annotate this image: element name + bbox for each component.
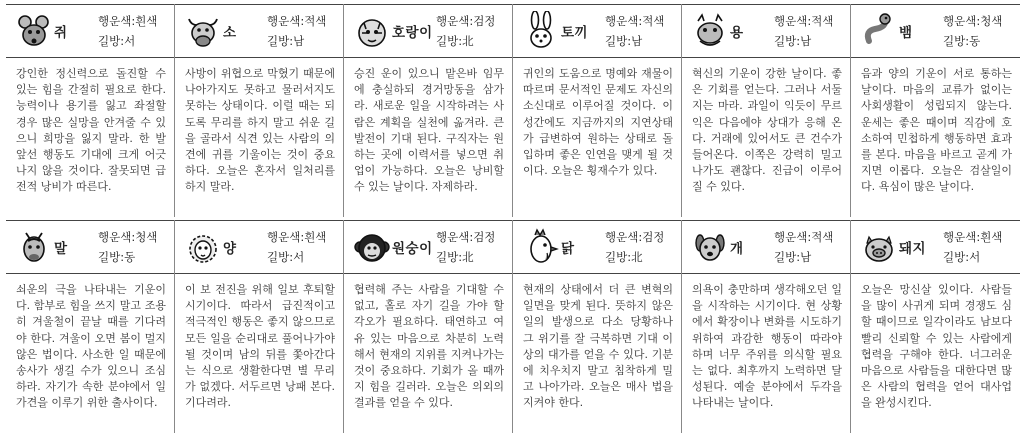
fortune-text: 협력해 주는 사람을 기대할 수 없고, 홀로 자기 길을 가야 할 각오가 필요하다. 태연하고 여유 있는 마음으로 차분히 노력해서 현재의 지위를 지켜나가는 것이 중요하다. 기회가 올 때까지 힘을 길러라. 오늘은 의외의 결과를 얻을 수 있다. <box>354 283 504 410</box>
luck-color-value: 검정 <box>642 230 665 244</box>
luck-meta <box>774 11 833 51</box>
lucky-direction-label: 길방: <box>267 34 294 48</box>
ox-icon <box>185 11 221 51</box>
fortune-text: 현재의 상태에서 더 큰 변혁의 일면을 맞게 된다. 뜻하지 않은 일의 발생으로 다소 당황하나 그 위기를 잘 극복하면 기대 이상의 대가를 얻을 수 있다. 기분에 치우치지 말고 침착하게 밀고 나아가라. 오늘은 매사 법을 지켜야 한다. <box>523 283 673 410</box>
animal-name: 쥐 <box>54 25 68 41</box>
lucky-direction-value: 남 <box>800 250 812 264</box>
pig-icon <box>861 227 897 267</box>
cell-header <box>513 4 681 58</box>
luck-meta <box>436 11 495 51</box>
dragon-icon <box>692 11 728 51</box>
fortune-cell-sheep <box>175 220 344 433</box>
animal-name: 닭 <box>561 241 575 257</box>
luck-color-label: 행운색: <box>98 230 136 244</box>
luck-color-label: 행운색: <box>774 14 812 28</box>
lucky-direction-value: 北 <box>631 250 643 264</box>
lucky-direction-label: 길방: <box>774 250 801 264</box>
luck-color-value: 청색 <box>135 230 158 244</box>
lucky-direction-label: 길방: <box>943 34 970 48</box>
rooster-icon <box>523 227 559 267</box>
lucky-direction-label: 길방: <box>267 250 294 264</box>
luck-color-label: 행운색: <box>98 14 136 28</box>
luck-meta <box>943 11 1002 51</box>
cell-header <box>6 220 174 274</box>
fortune-cell-monkey <box>344 220 513 433</box>
animal-name: 뱀 <box>899 25 913 41</box>
lucky-direction-label: 길방: <box>943 250 970 264</box>
luck-meta <box>267 11 326 51</box>
lucky-direction-value: 동 <box>969 34 981 48</box>
fortune-cell-horse <box>6 220 175 433</box>
fortune-cell-snake <box>851 4 1020 217</box>
lucky-direction-value: 서 <box>293 250 305 264</box>
fortune-text: 혁신의 기운이 강한 날이다. 좋은 기회를 얻는다. 그러나 서둘지는 마라. 과일이 익듯이 무르익은 다음에야 상대가 응해 온다. 거래에 있어서도 큰 건수가 들어온다. 이쪽은 강력히 밀고 나가도 괜찮다. 진급이 이루어질 수 있다. <box>692 67 842 194</box>
fortune-row <box>6 220 1020 433</box>
fortune-cell-dragon <box>682 4 851 217</box>
luck-meta <box>943 227 1002 267</box>
luck-meta <box>436 227 495 267</box>
luck-meta <box>267 227 326 267</box>
cell-header <box>682 4 850 58</box>
cell-header <box>851 4 1020 58</box>
sheep-icon <box>185 227 221 267</box>
luck-color-value: 흰색 <box>980 230 1003 244</box>
lucky-direction-label: 길방: <box>98 34 125 48</box>
cell-header <box>175 220 343 274</box>
fortune-text: 이 보 전진을 위해 일보 후퇴할 시기이다. 따라서 급진적이고 적극적인 행동은 좋지 않으므로 모든 일을 순리대로 풀어나가야 될 것이며 남의 뒤를 쫓아간다는 식으로 생활한다면 별 무리가 없겠다. 서두르면 낭패 본다. 기다려라. <box>185 283 335 410</box>
cell-header <box>513 220 681 274</box>
cell-header <box>6 4 174 58</box>
fortune-text: 강인한 정신력으로 돌진할 수 있는 힘을 간절히 필요로 한다. 능력이나 용기를 잃고 좌절할 경우 많은 실망을 안겨줄 수 있으니 희망을 잃지 말라. 한 발 앞선 행동도 기대에 크게 어긋나지 않을 것이다. 잘못되면 급 전적 낭비가 따른다. <box>16 67 166 194</box>
lucky-direction-label: 길방: <box>98 250 125 264</box>
lucky-direction-label: 길방: <box>436 34 463 48</box>
cell-header <box>682 220 850 274</box>
horse-icon <box>16 227 52 267</box>
fortune-text: 귀인의 도움으로 명예와 재물이 따르며 문서적인 문제도 자신의 소신대로 이루어질 것이다. 이성간에도 지금까지의 지연상태가 급변하여 원하는 상태로 돌입하며 좋은 인연을 맺게 될 것이다. 오늘은 횡재수가 있다. <box>523 67 673 178</box>
animal-name: 개 <box>730 241 744 257</box>
luck-color-label: 행운색: <box>267 14 305 28</box>
tiger-icon <box>354 11 390 51</box>
animal-name: 양 <box>223 241 237 257</box>
animal-name: 말 <box>54 241 68 257</box>
cell-header <box>344 4 512 58</box>
monkey-icon <box>354 227 390 267</box>
cell-header <box>175 4 343 58</box>
animal-name: 용 <box>730 25 744 41</box>
fortune-cell-tiger <box>344 4 513 217</box>
luck-meta <box>98 11 157 51</box>
lucky-direction-label: 길방: <box>605 250 632 264</box>
luck-meta <box>98 227 157 267</box>
animal-name: 소 <box>223 25 237 41</box>
fortune-cell-rat <box>6 4 175 217</box>
fortune-cell-ox <box>175 4 344 217</box>
lucky-direction-value: 서 <box>969 250 981 264</box>
fortune-grid <box>6 4 1020 434</box>
animal-name: 돼지 <box>899 241 927 257</box>
lucky-direction-label: 길방: <box>774 34 801 48</box>
luck-color-label: 행운색: <box>605 14 643 28</box>
dog-icon <box>692 227 728 267</box>
rat-icon <box>16 11 52 51</box>
animal-name: 호랑이 <box>392 25 433 41</box>
luck-color-label: 행운색: <box>943 14 981 28</box>
animal-name: 원숭이 <box>392 241 433 257</box>
fortune-row <box>6 4 1020 217</box>
luck-color-label: 행운색: <box>774 230 812 244</box>
lucky-direction-value: 남 <box>800 34 812 48</box>
cell-header <box>344 220 512 274</box>
fortune-text: 승진 운이 있으니 맡은바 임무에 충실하되 경거망동을 삼가라. 새로운 일을 시작하려는 사람은 계획을 실천에 옮겨라. 큰 발전이 기대 된다. 구직자는 원하는 곳에 이력서를 넣으면 취업이 가능하다. 오늘은 낭비할 수 있는 날이다. 자제하라. <box>354 67 504 194</box>
fortune-text: 오늘은 망신살 있이다. 사람들을 많이 사귀게 되며 경쟁도 심할 때이므로 일각이라도 남보다 빨리 신뢰할 수 있는 사람에게 협력을 구해야 한다. 너그러운 마음으로 사람들을 대한다면 많은 사람의 협력을 얻어 대사업을 완성시킨다. <box>861 283 1012 410</box>
luck-color-label: 행운색: <box>436 14 474 28</box>
fortune-text: 쇠운의 극을 나타내는 기운이다. 함부로 힘을 쓰지 말고 조용히 겨울철이 끝날 때를 기다려야 한다. 겨울이 오면 봄이 멀지 않은 법이다. 사소한 일 때문에 송사가 생길 수가 있으니 조심하라. 자기가 속한 분야에서 일가견을 이루기 위한 출사이다. <box>16 283 166 410</box>
fortune-cell-rooster <box>513 220 682 433</box>
luck-color-value: 검정 <box>473 14 496 28</box>
lucky-direction-value: 北 <box>462 34 474 48</box>
luck-meta <box>605 227 664 267</box>
luck-color-value: 검정 <box>473 230 496 244</box>
luck-meta <box>605 11 664 51</box>
luck-color-value: 적색 <box>304 14 327 28</box>
fortune-cell-pig <box>851 220 1020 433</box>
luck-color-value: 흰색 <box>304 230 327 244</box>
lucky-direction-label: 길방: <box>436 250 463 264</box>
luck-color-label: 행운색: <box>943 230 981 244</box>
fortune-text: 사방이 위협으로 막혔기 때문에 나아가지도 못하고 물러서지도 못하는 상태이다. 이럴 때는 되도록 무리를 하지 말고 쉬운 길을 골라서 식견 있는 사람의 의견에 귀를 기울이는 것이 중요하다. 오늘은 혼자서 일처리를 하지 말라. <box>185 67 335 194</box>
cell-header <box>851 220 1020 274</box>
fortune-cell-dog <box>682 220 851 433</box>
luck-color-label: 행운색: <box>267 230 305 244</box>
lucky-direction-value: 서 <box>124 34 136 48</box>
lucky-direction-value: 北 <box>462 250 474 264</box>
lucky-direction-value: 남 <box>293 34 305 48</box>
luck-color-value: 청색 <box>980 14 1003 28</box>
luck-color-value: 적색 <box>642 14 665 28</box>
snake-icon <box>861 11 897 51</box>
fortune-text: 의욕이 충만하며 생각해오던 일을 시작하는 시기이다. 현 상황에서 확장이나 변화를 시도하기 위하여 과감한 행동이 따라야 하며 너무 주위를 의식할 필요는 없다. 최후까지 노력하면 달성된다. 예술 분야에서 두각을 나타내는 날이다. <box>692 283 842 410</box>
luck-color-value: 적색 <box>811 230 834 244</box>
fortune-cell-rabbit <box>513 4 682 217</box>
lucky-direction-label: 길방: <box>605 34 632 48</box>
lucky-direction-value: 남 <box>631 34 643 48</box>
luck-color-label: 행운색: <box>605 230 643 244</box>
luck-meta <box>774 227 833 267</box>
luck-color-value: 적색 <box>811 14 834 28</box>
luck-color-label: 행운색: <box>436 230 474 244</box>
luck-color-value: 흰색 <box>135 14 158 28</box>
lucky-direction-value: 동 <box>124 250 136 264</box>
rabbit-icon <box>523 11 559 51</box>
animal-name: 토끼 <box>561 25 589 41</box>
fortune-text: 음과 양의 기운이 서로 통하는 날이다. 마음의 교류가 없이는 사회생활이 성립되지 않는다. 운세는 좋은 때이며 직감에 호소하여 민첩하게 행동하면 효과를 본다. 마음을 바르고 곧게 가지면 이롭다. 오늘은 검살일이다. 욕심이 많은 날이다. <box>861 67 1012 194</box>
